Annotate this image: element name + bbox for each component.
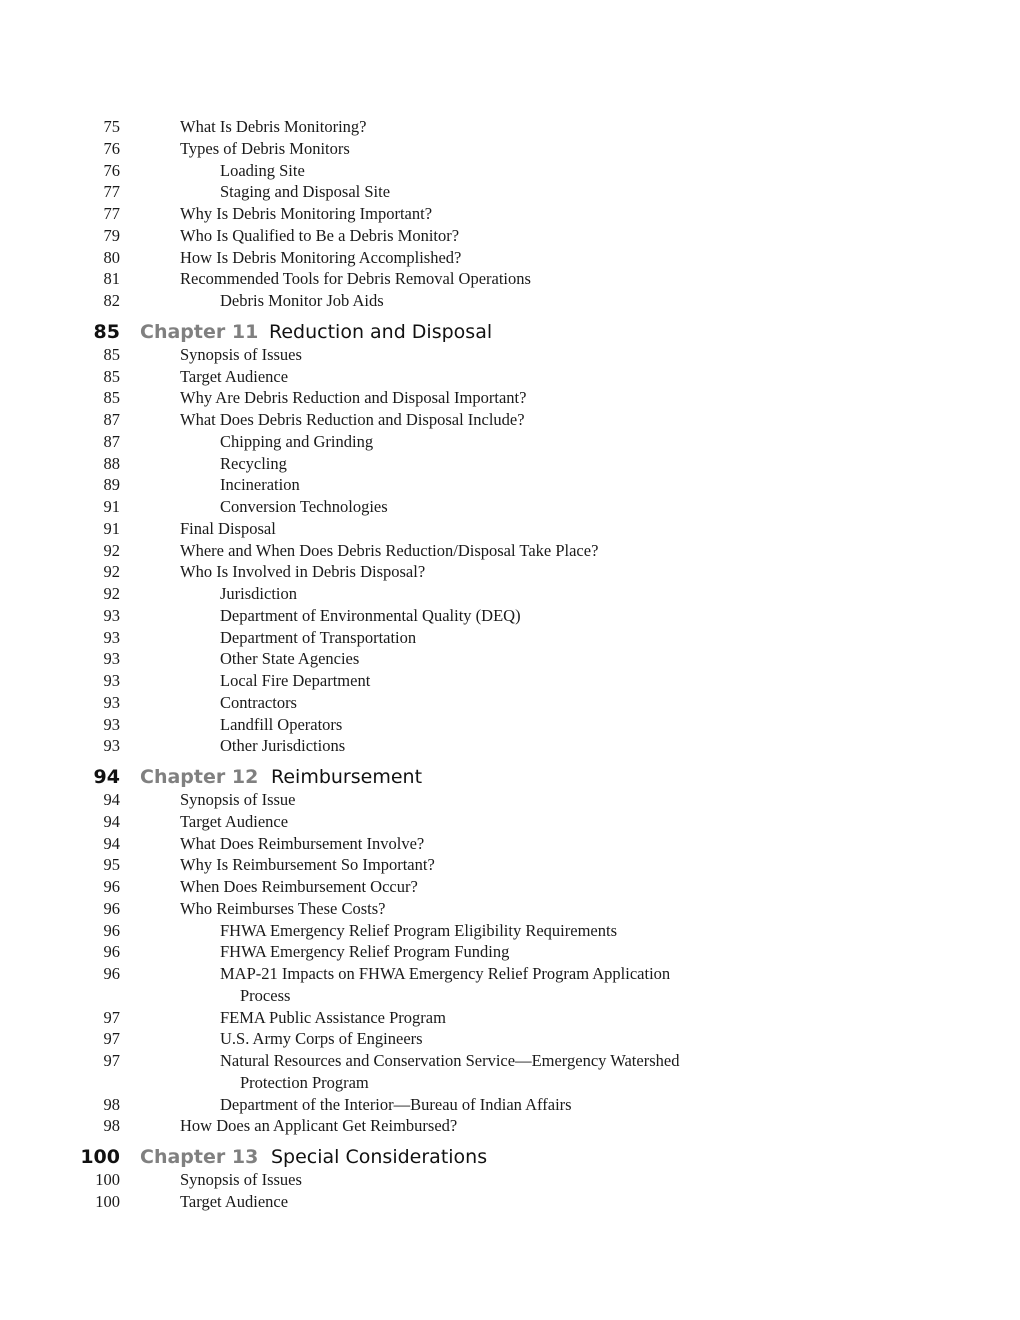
toc-page-number: 93 xyxy=(103,736,120,756)
toc-entry-title: Target Audience xyxy=(180,366,289,386)
chapter-title: Reimbursement xyxy=(271,766,423,788)
toc-page-number: 93 xyxy=(103,649,120,669)
toc-page-number: 97 xyxy=(103,1051,120,1070)
toc-entry xyxy=(0,138,1020,160)
toc-page-number: 96 xyxy=(103,942,120,962)
toc-entry-title: Types of Debris Monitors xyxy=(180,138,350,158)
chapter-page-number: 94 xyxy=(93,766,120,788)
toc-entry xyxy=(0,561,1020,583)
table-of-contents xyxy=(0,116,1020,1213)
toc-page-number: 96 xyxy=(103,920,120,940)
toc-page-number: 96 xyxy=(103,898,120,918)
toc-entry-title: Who Reimburses These Costs? xyxy=(180,898,386,918)
toc-subentry xyxy=(0,627,1020,649)
toc-entry-title: How Is Debris Monitoring Accomplished? xyxy=(180,247,462,267)
toc-subentry xyxy=(0,648,1020,670)
toc-subentry xyxy=(0,735,1020,757)
toc-entry xyxy=(0,1115,1020,1137)
toc-entry-title-continuation: Protection Program xyxy=(240,1072,369,1092)
toc-entry xyxy=(0,116,1020,138)
toc-entry xyxy=(0,518,1020,540)
toc-page-number: 93 xyxy=(103,714,120,734)
toc-page-number: 81 xyxy=(103,269,120,289)
toc-entry-title: FHWA Emergency Relief Program Eligibility Requirements xyxy=(220,920,617,940)
toc-pre-entries xyxy=(0,116,1020,312)
toc-entry-title: Natural Resources and Conservation Service—Emergency Watershed xyxy=(220,1051,680,1070)
toc-page-number: 89 xyxy=(103,475,120,495)
toc-entry-continuation xyxy=(0,985,1020,1007)
chapter-heading xyxy=(0,1146,1020,1169)
chapter-entries xyxy=(0,344,1020,757)
toc-page-number: 96 xyxy=(103,877,120,896)
toc-page-number: 87 xyxy=(103,410,120,429)
toc-page-number: 79 xyxy=(103,225,120,245)
toc-page-number: 85 xyxy=(103,344,120,364)
toc-entry xyxy=(0,268,1020,290)
chapter-title: Special Considerations xyxy=(271,1146,488,1168)
toc-entry xyxy=(0,344,1020,366)
toc-entry-title: U.S. Army Corps of Engineers xyxy=(220,1029,423,1049)
toc-subentry xyxy=(0,431,1020,453)
toc-page-number: 93 xyxy=(103,627,120,647)
toc-entry-title: Final Disposal xyxy=(180,518,276,538)
toc-entry-title: Why Is Reimbursement So Important? xyxy=(180,855,435,875)
toc-subentry xyxy=(0,941,1020,963)
toc-subentry xyxy=(0,920,1020,942)
toc-entry-title: Contractors xyxy=(220,692,297,712)
toc-page-number: 94 xyxy=(103,790,120,809)
toc-page-number: 77 xyxy=(103,182,120,202)
toc-page-number: 94 xyxy=(103,811,120,831)
toc-entry xyxy=(0,203,1020,225)
toc-entry-title-continuation: Process xyxy=(240,985,291,1005)
toc-entry xyxy=(0,540,1020,562)
chapter-heading xyxy=(0,321,1020,344)
toc-entry-title: Local Fire Department xyxy=(220,671,371,690)
toc-page-number: 93 xyxy=(103,605,120,625)
toc-page-number: 97 xyxy=(103,1007,120,1027)
toc-subentry xyxy=(0,1028,1020,1050)
toc-entry xyxy=(0,898,1020,920)
toc-entry-continuation xyxy=(0,1072,1020,1094)
toc-entry-title: Jurisdiction xyxy=(220,584,297,603)
toc-entry-title: What Is Debris Monitoring? xyxy=(180,117,367,136)
chapter-label: Chapter 12 xyxy=(140,766,259,788)
chapter-heading xyxy=(0,766,1020,789)
toc-entry xyxy=(0,811,1020,833)
toc-entry-title: Other State Agencies xyxy=(220,649,360,669)
toc-subentry xyxy=(0,1050,1020,1072)
toc-entry xyxy=(0,409,1020,431)
toc-entry-title: Department of Environmental Quality (DEQ) xyxy=(220,605,521,625)
toc-entry xyxy=(0,833,1020,855)
chapter-page-number: 100 xyxy=(80,1146,120,1168)
toc-page-number: 77 xyxy=(103,204,120,223)
toc-page-number: 91 xyxy=(103,518,120,538)
toc-entry-title: FHWA Emergency Relief Program Funding xyxy=(220,942,510,962)
chapter-label: Chapter 13 xyxy=(140,1146,259,1168)
toc-page-number: 93 xyxy=(103,671,120,690)
toc-entry-title: Where and When Does Debris Reduction/Disposal Take Place? xyxy=(180,540,599,560)
toc-subentry xyxy=(0,714,1020,736)
toc-page-number: 92 xyxy=(103,562,120,582)
toc-entry-title: How Does an Applicant Get Reimbursed? xyxy=(180,1116,458,1136)
toc-entry xyxy=(0,876,1020,898)
toc-entry-title: Other Jurisdictions xyxy=(220,736,346,756)
toc-entry-title: Synopsis of Issue xyxy=(180,790,296,809)
toc-subentry xyxy=(0,670,1020,692)
toc-entry xyxy=(0,387,1020,409)
toc-subentry xyxy=(0,692,1020,714)
toc-entry xyxy=(0,225,1020,247)
toc-entry xyxy=(0,854,1020,876)
toc-entry-title: Department of Transportation xyxy=(220,627,417,647)
toc-entry-title: Recycling xyxy=(220,453,287,473)
toc-page-number: 100 xyxy=(95,1191,120,1211)
toc-subentry xyxy=(0,583,1020,605)
toc-page-number: 94 xyxy=(103,833,120,853)
toc-entry xyxy=(0,247,1020,269)
toc-page-number: 98 xyxy=(103,1116,120,1136)
toc-entry-title: Synopsis of Issues xyxy=(180,344,302,364)
toc-page-number: 93 xyxy=(103,692,120,712)
toc-subentry xyxy=(0,1094,1020,1116)
toc-entry-title: MAP-21 Impacts on FHWA Emergency Relief Program Application xyxy=(220,964,671,983)
chapter-label: Chapter 11 xyxy=(140,320,259,343)
toc-entry-title: Synopsis of Issues xyxy=(180,1170,302,1189)
toc-entry-title: Target Audience xyxy=(180,1191,289,1211)
chapter-entries xyxy=(0,789,1020,1137)
toc-entry-title: What Does Debris Reduction and Disposal Include? xyxy=(180,410,525,429)
toc-subentry xyxy=(0,181,1020,203)
toc-entry-title: Recommended Tools for Debris Removal Operations xyxy=(180,269,531,289)
toc-entry-title: Chipping and Grinding xyxy=(220,431,374,451)
toc-page-number: 95 xyxy=(103,855,120,875)
toc-entry-title: Target Audience xyxy=(180,811,289,831)
toc-entry-title: Landfill Operators xyxy=(220,714,343,734)
toc-entry-title: Department of the Interior—Bureau of Indian Affairs xyxy=(220,1094,572,1114)
toc-entry-title: What Does Reimbursement Involve? xyxy=(180,833,425,853)
toc-page-number: 75 xyxy=(103,117,120,136)
toc-page-number: 80 xyxy=(103,247,120,267)
toc-entry-title: Who Is Qualified to Be a Debris Monitor? xyxy=(180,225,460,245)
toc-page-number: 88 xyxy=(103,453,120,473)
toc-subentry xyxy=(0,605,1020,627)
toc-entry xyxy=(0,1169,1020,1191)
toc-page-number: 76 xyxy=(103,138,120,158)
toc-entry xyxy=(0,789,1020,811)
toc-page-number: 96 xyxy=(103,964,120,983)
toc-page-number: 82 xyxy=(103,291,120,310)
toc-subentry xyxy=(0,290,1020,312)
toc-subentry xyxy=(0,496,1020,518)
chapter-entries xyxy=(0,1169,1020,1213)
toc-entry-title: When Does Reimbursement Occur? xyxy=(180,877,418,896)
toc-entry-title: Debris Monitor Job Aids xyxy=(220,291,384,310)
toc-page-number: 87 xyxy=(103,431,120,451)
toc-page-number: 98 xyxy=(103,1094,120,1114)
toc-entry-title: Who Is Involved in Debris Disposal? xyxy=(180,562,426,582)
toc-subentry xyxy=(0,474,1020,496)
toc-page-number: 97 xyxy=(103,1029,120,1049)
toc-page-number: 92 xyxy=(103,584,120,603)
toc-subentry xyxy=(0,963,1020,985)
toc-page-number: 91 xyxy=(103,497,120,516)
toc-entry-title: FEMA Public Assistance Program xyxy=(220,1007,446,1027)
toc-page-number: 76 xyxy=(103,160,120,180)
chapter-page-number: 85 xyxy=(93,320,120,343)
toc-page-number: 85 xyxy=(103,366,120,386)
toc-page-number: 85 xyxy=(103,388,120,408)
toc-subentry xyxy=(0,160,1020,182)
toc-entry-title: Conversion Technologies xyxy=(220,497,388,516)
toc-entry xyxy=(0,1191,1020,1213)
toc-page-number: 100 xyxy=(95,1170,120,1189)
toc-entry-title: Staging and Disposal Site xyxy=(220,182,391,202)
toc-subentry xyxy=(0,453,1020,475)
toc-entry-title: Loading Site xyxy=(220,160,305,180)
toc-entry xyxy=(0,366,1020,388)
toc-page-number: 92 xyxy=(103,540,120,560)
toc-subentry xyxy=(0,1007,1020,1029)
toc-entry-title: Why Are Debris Reduction and Disposal Important? xyxy=(180,388,527,408)
toc-entry-title: Why Is Debris Monitoring Important? xyxy=(180,204,433,223)
toc-entry-title: Incineration xyxy=(220,475,300,495)
chapter-title: Reduction and Disposal xyxy=(269,320,493,343)
